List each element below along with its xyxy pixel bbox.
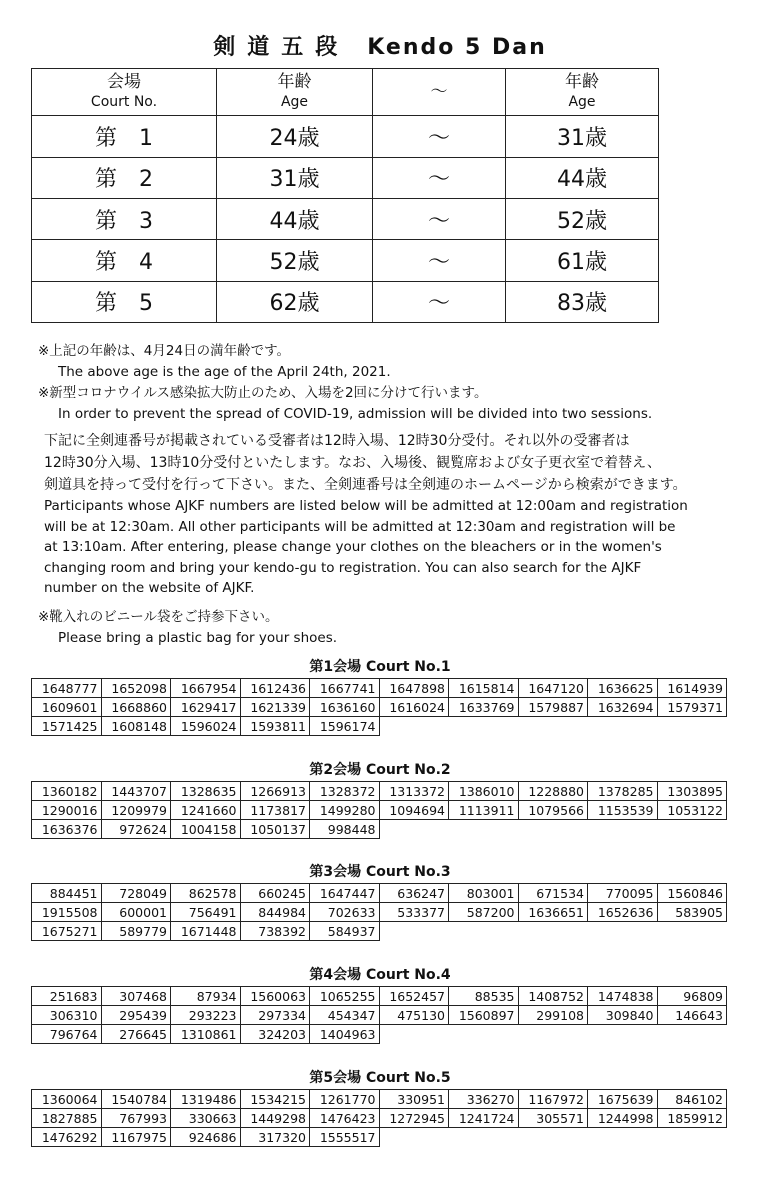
ajkf-number-cell: 317320 (240, 1128, 310, 1147)
ajkf-number-cell: 1004158 (171, 820, 241, 839)
note-covid-jp: ※新型コロナウイルス感染拡大防止のため、入場を2回に分けて行います。 (38, 385, 488, 401)
court-number-table (31, 883, 727, 941)
paragraph-jp-line: 12時30分入場、13時10分受付といたします。なお、入場後、観覧席および女子更衣室で着替え、 (44, 455, 661, 471)
ajkf-number-cell: 1053122 (657, 801, 727, 820)
age-from-cell: 62歳 (217, 281, 373, 322)
header-tilde: ～ (373, 69, 506, 116)
ajkf-number-cell: 1647447 (310, 884, 380, 903)
table-row (32, 1128, 727, 1147)
ajkf-number-cell: 846102 (657, 1090, 727, 1109)
ajkf-number-cell: 1303895 (657, 782, 727, 801)
age-to-cell: 61歳 (506, 240, 659, 281)
ajkf-number-cell: 584937 (310, 922, 380, 941)
ajkf-number-cell: 1560063 (240, 987, 310, 1006)
ajkf-number-cell: 1386010 (449, 782, 519, 801)
ajkf-number-cell: 1668860 (101, 698, 171, 717)
empty-cell (657, 820, 727, 839)
ajkf-number-cell: 1579371 (657, 698, 727, 717)
age-row (32, 116, 659, 157)
table-row (32, 679, 727, 698)
ajkf-number-cell: 1079566 (518, 801, 588, 820)
ajkf-number-cell: 1167975 (101, 1128, 171, 1147)
ajkf-number-cell: 671534 (518, 884, 588, 903)
ajkf-number-cell: 1310861 (171, 1025, 241, 1044)
ajkf-number-cell: 1647120 (518, 679, 588, 698)
age-to-cell: 44歳 (506, 157, 659, 198)
ajkf-number-cell: 1675271 (32, 922, 102, 941)
paragraph-en-line: number on the website of AJKF. (44, 580, 255, 596)
ajkf-number-cell: 1534215 (240, 1090, 310, 1109)
age-table (31, 68, 659, 323)
ajkf-number-cell: 1616024 (379, 698, 449, 717)
ajkf-number-cell: 1636160 (310, 698, 380, 717)
paragraph-en-line: changing room and bring your kendo-gu to registration. You can also search for the AJKF (44, 559, 642, 576)
age-row (32, 281, 659, 322)
ajkf-number-cell: 1272945 (379, 1109, 449, 1128)
ajkf-number-cell: 1173817 (240, 801, 310, 820)
table-row (32, 903, 727, 922)
ajkf-number-cell: 293223 (171, 1006, 241, 1025)
ajkf-number-cell: 924686 (171, 1128, 241, 1147)
ajkf-number-cell: 309840 (588, 1006, 658, 1025)
ajkf-number-cell: 1290016 (32, 801, 102, 820)
ajkf-number-cell: 972624 (101, 820, 171, 839)
ajkf-number-cell: 1404963 (310, 1025, 380, 1044)
empty-cell (518, 1128, 588, 1147)
court-cell: 第 4 (32, 240, 217, 281)
ajkf-number-cell: 660245 (240, 884, 310, 903)
age-row (32, 240, 659, 281)
table-row (32, 922, 727, 941)
court-number-table (31, 986, 727, 1044)
empty-cell (379, 1025, 449, 1044)
ajkf-number-cell: 1859912 (657, 1109, 727, 1128)
empty-cell (449, 717, 519, 736)
ajkf-number-cell: 862578 (171, 884, 241, 903)
ajkf-number-cell: 88535 (449, 987, 519, 1006)
court-title: 第1会場 Court No.1 (309, 659, 451, 675)
table-row (32, 801, 727, 820)
age-row (32, 157, 659, 198)
ajkf-number-cell: 1476423 (310, 1109, 380, 1128)
ajkf-number-cell: 475130 (379, 1006, 449, 1025)
ajkf-number-cell: 1632694 (588, 698, 658, 717)
ajkf-number-cell: 324203 (240, 1025, 310, 1044)
ajkf-number-cell: 1671448 (171, 922, 241, 941)
ajkf-number-cell: 1667954 (171, 679, 241, 698)
ajkf-number-cell: 336270 (449, 1090, 519, 1109)
court-cell: 第 2 (32, 157, 217, 198)
title-jp: 剣道五段 (213, 35, 350, 60)
header-court: 会場 Court No. (32, 69, 217, 116)
empty-cell (657, 717, 727, 736)
table-row (32, 717, 727, 736)
tilde-cell: ～ (373, 281, 506, 322)
shoes-note (38, 607, 337, 649)
ajkf-number-cell: 1608148 (101, 717, 171, 736)
ajkf-number-cell: 1228880 (518, 782, 588, 801)
paragraph-en-line: will be at 12:30am. All other participants will be admitted at 12:30am and registration will be (44, 518, 676, 535)
ajkf-number-cell: 1648777 (32, 679, 102, 698)
ajkf-number-cell: 1408752 (518, 987, 588, 1006)
ajkf-number-cell: 1328635 (171, 782, 241, 801)
header-age-to: 年齢 Age (506, 69, 659, 116)
age-to-cell: 31歳 (506, 116, 659, 157)
ajkf-number-cell: 295439 (101, 1006, 171, 1025)
ajkf-number-cell: 1652636 (588, 903, 658, 922)
title-en: Kendo 5 Dan (367, 35, 547, 60)
ajkf-number-cell: 1094694 (379, 801, 449, 820)
ajkf-number-cell: 1652457 (379, 987, 449, 1006)
ajkf-number-cell: 1621339 (240, 698, 310, 717)
court-title: 第3会場 Court No.3 (309, 864, 451, 880)
ajkf-number-cell: 1555517 (310, 1128, 380, 1147)
header-age-from: 年齢 Age (217, 69, 373, 116)
ajkf-number-cell: 1328372 (310, 782, 380, 801)
table-row (32, 884, 727, 903)
ajkf-number-cell: 803001 (449, 884, 519, 903)
ajkf-number-cell: 1167972 (518, 1090, 588, 1109)
table-row (32, 698, 727, 717)
court-number-table (31, 678, 727, 736)
admission-paragraph (44, 430, 734, 599)
ajkf-number-cell: 306310 (32, 1006, 102, 1025)
empty-cell (588, 820, 658, 839)
court-title: 第2会場 Court No.2 (309, 762, 451, 778)
ajkf-number-cell: 1244998 (588, 1109, 658, 1128)
ajkf-number-cell: 1827885 (32, 1109, 102, 1128)
empty-cell (657, 1025, 727, 1044)
shoes-note-en: Please bring a plastic bag for your shoes. (58, 630, 338, 646)
ajkf-number-cell: 1675639 (588, 1090, 658, 1109)
court-number-table (31, 1089, 727, 1147)
ajkf-number-cell: 589779 (101, 922, 171, 941)
ajkf-number-cell: 1499280 (310, 801, 380, 820)
paragraph-jp-line: 下記に全剣連番号が掲載されている受審者は12時入場、12時30分受付。それ以外の受審者は (44, 433, 630, 449)
table-row (32, 782, 727, 801)
age-from-cell: 44歳 (217, 198, 373, 239)
tilde-cell: ～ (373, 240, 506, 281)
age-from-cell: 24歳 (217, 116, 373, 157)
empty-cell (379, 717, 449, 736)
ajkf-number-cell: 533377 (379, 903, 449, 922)
ajkf-number-cell: 1266913 (240, 782, 310, 801)
ajkf-number-cell: 1915508 (32, 903, 102, 922)
ajkf-number-cell: 884451 (32, 884, 102, 903)
ajkf-number-cell: 702633 (310, 903, 380, 922)
ajkf-number-cell: 1153539 (588, 801, 658, 820)
tilde-cell: ～ (373, 157, 506, 198)
ajkf-number-cell: 1113911 (449, 801, 519, 820)
empty-cell (518, 820, 588, 839)
note-covid-en: In order to prevent the spread of COVID-19, admission will be divided into two sessions. (58, 406, 653, 422)
ajkf-number-cell: 1065255 (310, 987, 380, 1006)
ajkf-number-cell: 1476292 (32, 1128, 102, 1147)
empty-cell (449, 1128, 519, 1147)
ajkf-number-cell: 1636625 (588, 679, 658, 698)
age-from-cell: 31歳 (217, 157, 373, 198)
court-cell: 第 3 (32, 198, 217, 239)
ajkf-number-cell: 330663 (171, 1109, 241, 1128)
empty-cell (449, 820, 519, 839)
ajkf-number-cell: 1540784 (101, 1090, 171, 1109)
ajkf-number-cell: 1636376 (32, 820, 102, 839)
table-row (32, 1109, 727, 1128)
court-title: 第5会場 Court No.5 (309, 1070, 451, 1086)
ajkf-number-cell: 1560897 (449, 1006, 519, 1025)
ajkf-number-cell: 1050137 (240, 820, 310, 839)
ajkf-number-cell: 1449298 (240, 1109, 310, 1128)
ajkf-number-cell: 796764 (32, 1025, 102, 1044)
ajkf-number-cell: 96809 (657, 987, 727, 1006)
ajkf-number-cell: 1261770 (310, 1090, 380, 1109)
ajkf-number-cell: 1609601 (32, 698, 102, 717)
table-row (32, 1006, 727, 1025)
ajkf-number-cell: 1378285 (588, 782, 658, 801)
empty-cell (588, 1025, 658, 1044)
ajkf-number-cell: 1241660 (171, 801, 241, 820)
ajkf-number-cell: 87934 (171, 987, 241, 1006)
table-row (32, 987, 727, 1006)
table-row (32, 1090, 727, 1109)
ajkf-number-cell: 998448 (310, 820, 380, 839)
ajkf-number-cell: 1667741 (310, 679, 380, 698)
ajkf-number-cell: 844984 (240, 903, 310, 922)
ajkf-number-cell: 307468 (101, 987, 171, 1006)
page-title (0, 30, 760, 61)
empty-cell (449, 1025, 519, 1044)
empty-cell (657, 922, 727, 941)
ajkf-number-cell: 1560846 (657, 884, 727, 903)
empty-cell (518, 717, 588, 736)
ajkf-number-cell: 738392 (240, 922, 310, 941)
shoes-note-jp: ※靴入れのビニール袋をご持参下さい。 (38, 609, 279, 625)
empty-cell (518, 922, 588, 941)
ajkf-number-cell: 636247 (379, 884, 449, 903)
ajkf-number-cell: 1636651 (518, 903, 588, 922)
empty-cell (657, 1128, 727, 1147)
court-number-table (31, 781, 727, 839)
note-age-en: The above age is the age of the April 24th, 2021. (58, 364, 391, 380)
table-row (32, 1025, 727, 1044)
ajkf-number-cell: 1614939 (657, 679, 727, 698)
ajkf-number-cell: 1629417 (171, 698, 241, 717)
empty-cell (518, 1025, 588, 1044)
age-row (32, 198, 659, 239)
age-table-header (32, 69, 659, 116)
ajkf-number-cell: 146643 (657, 1006, 727, 1025)
ajkf-number-cell: 1209979 (101, 801, 171, 820)
ajkf-number-cell: 299108 (518, 1006, 588, 1025)
empty-cell (588, 922, 658, 941)
age-from-cell: 52歳 (217, 240, 373, 281)
ajkf-number-cell: 587200 (449, 903, 519, 922)
empty-cell (379, 820, 449, 839)
ajkf-number-cell: 1596024 (171, 717, 241, 736)
ajkf-number-cell: 767993 (101, 1109, 171, 1128)
ajkf-number-cell: 1360064 (32, 1090, 102, 1109)
ajkf-number-cell: 583905 (657, 903, 727, 922)
notes (38, 341, 738, 425)
ajkf-number-cell: 1593811 (240, 717, 310, 736)
ajkf-number-cell: 1319486 (171, 1090, 241, 1109)
ajkf-number-cell: 1313372 (379, 782, 449, 801)
paragraph-en-line: Participants whose AJKF numbers are listed below will be admitted at 12:00am and registration (44, 498, 688, 514)
paragraph-jp-line: 剣道具を持って受付を行って下さい。また、全剣連番号は全剣連のホームページから検索ができます。 (44, 477, 687, 493)
ajkf-number-cell: 1571425 (32, 717, 102, 736)
table-row (32, 820, 727, 839)
empty-cell (449, 922, 519, 941)
note-age-jp: ※上記の年齢は、4月24日の満年齢です。 (38, 343, 290, 359)
ajkf-number-cell: 1647898 (379, 679, 449, 698)
empty-cell (588, 1128, 658, 1147)
ajkf-number-cell: 756491 (171, 903, 241, 922)
empty-cell (588, 717, 658, 736)
court-title: 第4会場 Court No.4 (309, 967, 451, 983)
ajkf-number-cell: 1579887 (518, 698, 588, 717)
ajkf-number-cell: 728049 (101, 884, 171, 903)
ajkf-number-cell: 770095 (588, 884, 658, 903)
ajkf-number-cell: 1241724 (449, 1109, 519, 1128)
paragraph-en-line: at 13:10am. After entering, please change your clothes on the bleachers or in the women's (44, 539, 662, 555)
ajkf-number-cell: 600001 (101, 903, 171, 922)
ajkf-number-cell: 1615814 (449, 679, 519, 698)
age-to-cell: 52歳 (506, 198, 659, 239)
ajkf-number-cell: 1652098 (101, 679, 171, 698)
ajkf-number-cell: 305571 (518, 1109, 588, 1128)
ajkf-number-cell: 251683 (32, 987, 102, 1006)
court-cell: 第 1 (32, 116, 217, 157)
tilde-cell: ～ (373, 198, 506, 239)
tilde-cell: ～ (373, 116, 506, 157)
ajkf-number-cell: 297334 (240, 1006, 310, 1025)
ajkf-number-cell: 454347 (310, 1006, 380, 1025)
empty-cell (379, 1128, 449, 1147)
ajkf-number-cell: 1474838 (588, 987, 658, 1006)
ajkf-number-cell: 1612436 (240, 679, 310, 698)
age-to-cell: 83歳 (506, 281, 659, 322)
ajkf-number-cell: 276645 (101, 1025, 171, 1044)
ajkf-number-cell: 1596174 (310, 717, 380, 736)
empty-cell (379, 922, 449, 941)
ajkf-number-cell: 1443707 (101, 782, 171, 801)
ajkf-number-cell: 1633769 (449, 698, 519, 717)
ajkf-number-cell: 330951 (379, 1090, 449, 1109)
ajkf-number-cell: 1360182 (32, 782, 102, 801)
court-cell: 第 5 (32, 281, 217, 322)
